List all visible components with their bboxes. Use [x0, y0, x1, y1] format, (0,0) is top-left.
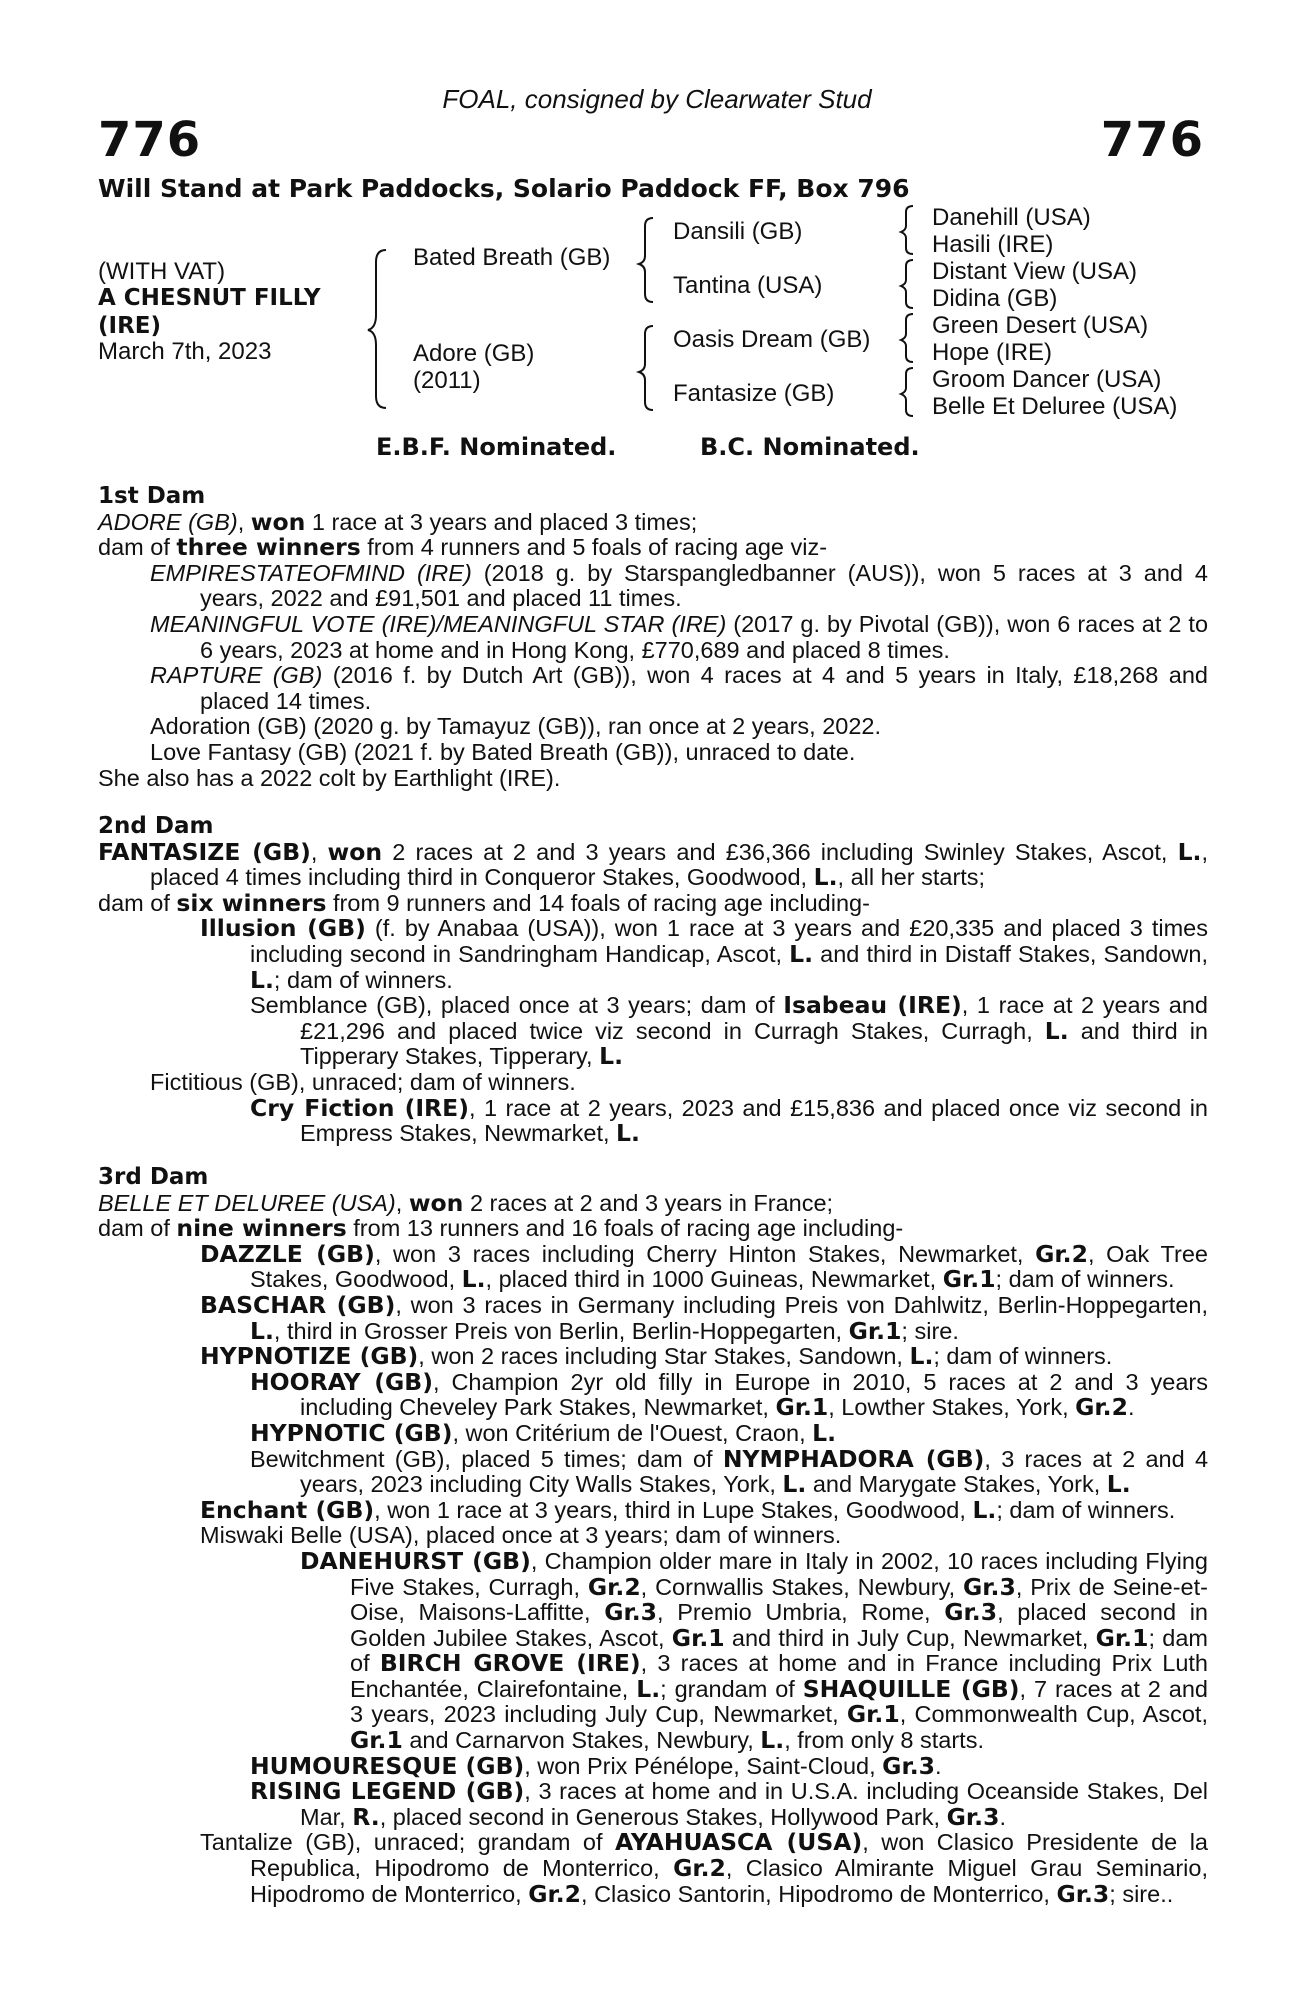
brace-sire: [639, 218, 653, 302]
progeny-line: Fictitious (GB), unraced; dam of winners.: [150, 1068, 576, 1095]
dam-dam: Fantasize (GB): [673, 380, 835, 407]
dam-dam-dam: Belle Et Deluree (USA): [932, 393, 1178, 420]
sire-sire-dam: Hasili (IRE): [932, 231, 1054, 258]
date-of-birth: March 7th, 2023: [98, 338, 272, 365]
progeny-line: Tantalize (GB), unraced; grandam of AYAHUASCA (USA), won Clasico Presidente de la Republica, Hipodromo de Monterrico, Gr.2, Clasico Almirante Miguel Grau Seminario, Hipodromo de Monterrico, Gr.2, Clasico Santorin, Hipodromo de Monterrico, Gr.3; sire..: [200, 1828, 1208, 1908]
second-dam-section: [98, 814, 1208, 1147]
dam-sire-sire: Green Desert (USA): [932, 312, 1149, 339]
first-dam-section: [98, 484, 1208, 791]
dam-line: ADORE (GB), won 1 race at 3 years and placed 3 times;: [98, 507, 698, 536]
progeny-line: Bewitchment (GB), placed 5 times; dam of NYMPHADORA (GB), 3 races at 2 and 4 years, 2023 including City Walls Stakes, York, L. and Marygate Stakes, York, L.: [250, 1444, 1209, 1499]
lot-number-right: 776: [1100, 112, 1204, 168]
section-title: 3rd Dam: [98, 1164, 209, 1190]
progeny-line: Semblance (GB), placed once at 3 years; dam of Isabeau (IRE), 1 race at 2 years and £21,296 and placed twice viz second in Curragh Stakes, Curragh, L. and third in Tipperary Stakes, Tipperary, L.: [250, 991, 1208, 1071]
dam: Adore (GB): [413, 340, 535, 367]
dam-sire: Oasis Dream (GB): [673, 326, 871, 353]
progeny-line: HOORAY (GB), Champion 2yr old filly in Europe in 2010, 5 races at 2 and 3 years including Cheveley Park Stakes, Newmarket, Gr.1, Lowther Stakes, York, Gr.2.: [250, 1367, 1208, 1422]
brace-sd: [901, 260, 913, 308]
progeny-line: She also has a 2022 colt by Earthlight (IRE).: [98, 764, 561, 791]
dam-line: BELLE ET DELUREE (USA), won 2 races at 2 and 3 years in France;: [98, 1188, 834, 1217]
section-title: 2nd Dam: [98, 813, 214, 839]
pedigree-brackets: [0, 0, 1314, 420]
progeny-line: Illusion (GB) (f. by Anabaa (USA)), won 1 race at 3 years and £20,335 and placed 3 times including second in Sandringham Handicap, Ascot, L. and third in Distaff Stakes, Sandown, L.; dam of winners.: [200, 914, 1208, 994]
brace-main: [368, 250, 386, 408]
progeny-line: Miswaki Belle (USA), placed once at 3 years; dam of winners.: [200, 1522, 842, 1549]
brace-dam: [639, 326, 653, 410]
progeny-line: RAPTURE (GB) (2016 f. by Dutch Art (GB)), won 4 races at 4 and 5 years in Italy, £18,268 and placed 14 times.: [150, 662, 1208, 714]
brace-dd: [901, 368, 913, 416]
progeny-line: HYPNOTIZE (GB), won 2 races including Star Stakes, Sandown, L.; dam of winners.: [200, 1342, 1113, 1371]
progeny-line: Enchant (GB), won 1 race at 3 years, third in Lupe Stakes, Goodwood, L.; dam of winners.: [200, 1495, 1176, 1524]
brace-ss: [901, 206, 913, 254]
sire-sire: Dansili (GB): [673, 218, 803, 245]
stand-location: Will Stand at Park Paddocks, Solario Paddock FF, Box 796: [98, 174, 910, 203]
dam-line: dam of three winners from 4 runners and 5 foals of racing age viz-: [98, 533, 828, 562]
progeny-line: DANEHURST (GB), Champion older mare in Italy in 2002, 10 races including Flying Five Stakes, Curragh, Gr.2, Cornwallis Stakes, Newbury, Gr.3, Prix de Seine-et-Oise, Maisons-Laffitte, Gr.3, Premio Umbria, Rome, Gr.3, placed second in Golden Jubilee Stakes, Ascot, Gr.1 and third in July Cup, Newmarket, Gr.1; dam of BIRCH GROVE (IRE), 3 races at home and in France including Prix Luth Enchantée, Clairefontaine, L.; grandam of SHAQUILLE (GB), 7 races at 2 and 3 years, 2023 including July Cup, Newmarket, Gr.1, Commonwealth Cup, Ascot, Gr.1 and Carnarvon Stakes, Newbury, L., from only 8 starts.: [300, 1546, 1208, 1755]
lot-number-left: 776: [98, 112, 202, 168]
consignor-line: FOAL, consigned by Clearwater Stud: [442, 84, 872, 114]
horse-name: A CHESNUT FILLY: [98, 285, 321, 311]
horse-origin: (IRE): [98, 313, 162, 339]
dam-dam-sire: Groom Dancer (USA): [932, 366, 1162, 393]
vat-note: (WITH VAT): [98, 258, 226, 285]
sire-dam: Tantina (USA): [673, 272, 823, 299]
progeny-line: EMPIRESTATEOFMIND (IRE) (2018 g. by Starspangledbanner (AUS)), won 5 races at 3 and 4 years, 2022 and £91,501 and placed 11 times.: [150, 559, 1208, 612]
dam-line: dam of nine winners from 13 runners and 16 foals of racing age including-: [98, 1214, 904, 1243]
progeny-line: Cry Fiction (IRE), 1 race at 2 years, 2023 and £15,836 and placed once viz second in Empress Stakes, Newmarket, L.: [250, 1093, 1208, 1148]
ebf-nomination: E.B.F. Nominated.: [376, 433, 617, 461]
sire-dam-sire: Distant View (USA): [932, 258, 1137, 285]
progeny-line: BASCHAR (GB), won 3 races in Germany including Preis von Dahlwitz, Berlin-Hoppegarten, L., third in Grosser Preis von Berlin, Berlin-Hoppegarten, Gr.1; sire.: [200, 1290, 1208, 1345]
progeny-line: HUMOURESQUE (GB), won Prix Pénélope, Saint-Cloud, Gr.3.: [250, 1751, 942, 1780]
dam-sire-dam: Hope (IRE): [932, 339, 1053, 366]
progeny-line: Adoration (GB) (2020 g. by Tamayuz (GB)), ran once at 2 years, 2022.: [150, 713, 882, 740]
dam-line: FANTASIZE (GB), won 2 races at 2 and 3 years and £36,366 including Swinley Stakes, Ascot, L., placed 4 times including third in Conqueror Stakes, Goodwood, L., all her starts;: [98, 837, 1208, 892]
dam-line: dam of six winners from 9 runners and 14 foals of racing age including-: [98, 888, 870, 917]
brace-ds: [901, 314, 913, 362]
progeny-line: RISING LEGEND (GB), 3 races at home and in U.S.A. including Oceanside Stakes, Del Mar, R., placed second in Generous Stakes, Hollywood Park, Gr.3.: [250, 1777, 1208, 1831]
progeny-line: HYPNOTIC (GB), won Critérium de l'Ouest, Craon, L.: [250, 1418, 837, 1447]
progeny-line: DAZZLE (GB), won 3 races including Cherry Hinton Stakes, Newmarket, Gr.2, Oak Tree Stakes, Goodwood, L., placed third in 1000 Guineas, Newmarket, Gr.1; dam of winners.: [200, 1239, 1208, 1294]
bc-nomination: B.C. Nominated.: [700, 433, 920, 461]
dam-year: (2011): [413, 367, 481, 394]
sire: Bated Breath (GB): [413, 244, 611, 271]
progeny-line: Love Fantasy (GB) (2021 f. by Bated Breath (GB)), unraced to date.: [150, 738, 856, 765]
section-title: 1st Dam: [98, 483, 206, 509]
sire-sire-sire: Danehill (USA): [932, 204, 1091, 231]
progeny-line: MEANINGFUL VOTE (IRE)/MEANINGFUL STAR (IRE) (2017 g. by Pivotal (GB)), won 6 races at 2 to 6 years, 2023 at home and in Hong Kong, £770,689 and placed 8 times.: [150, 610, 1209, 663]
third-dam-section: [98, 1165, 1208, 1907]
sire-dam-dam: Didina (GB): [932, 285, 1058, 312]
